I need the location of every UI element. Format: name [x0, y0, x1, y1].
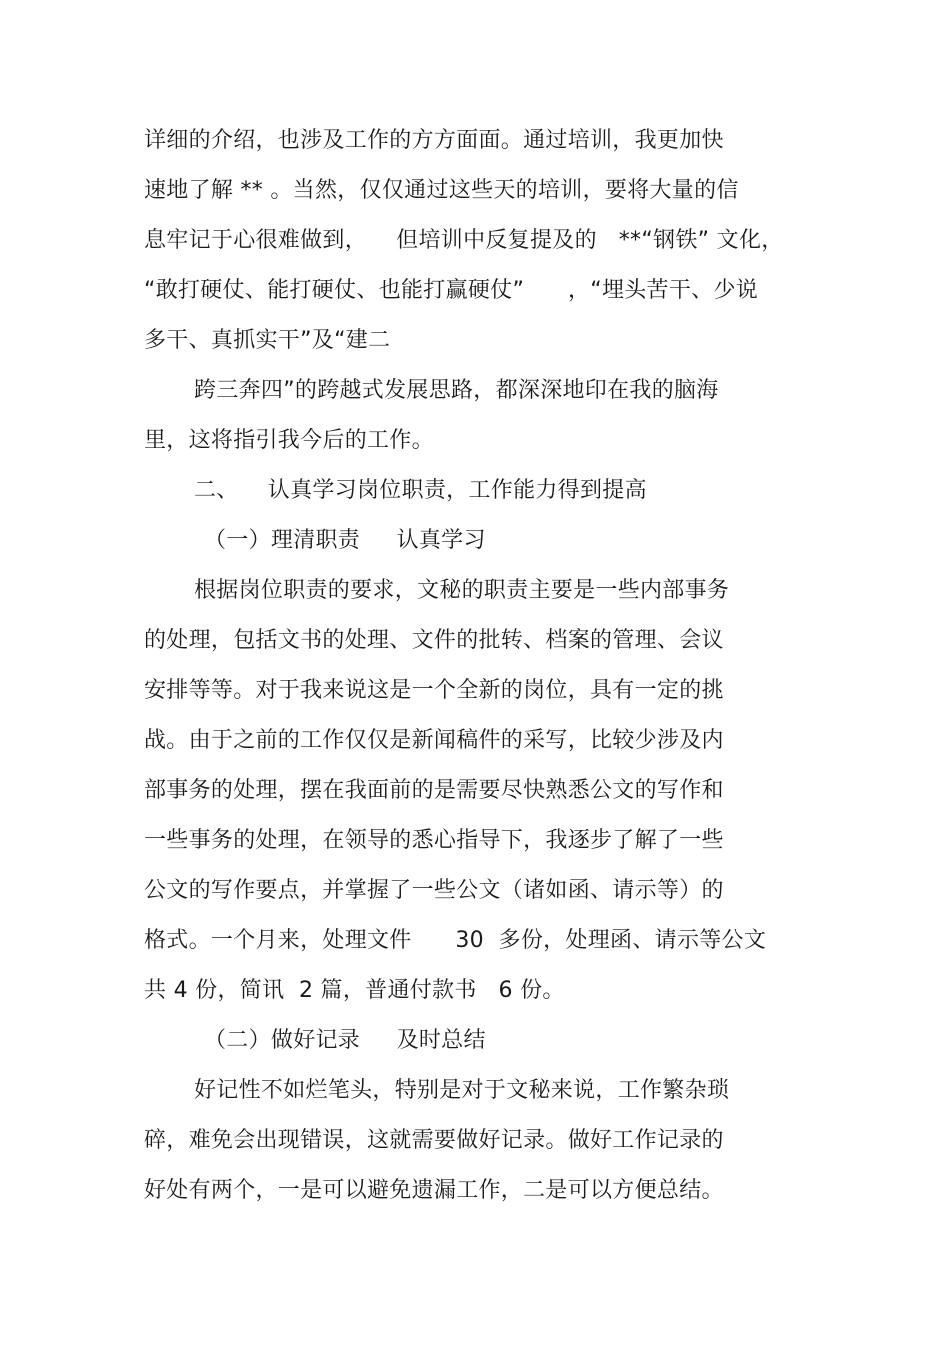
- paragraph-line: 的处理，包括文书的处理、文件的批转、档案的管理、会议: [144, 628, 724, 653]
- paragraph-line: “敢打硬仗、能打硬仗、也能打赢硬仗” ，“埋头苦干、少说: [144, 278, 759, 303]
- paragraph-line: 好记性不如烂笔头，特别是对于文秘来说，工作繁杂琐: [194, 1078, 730, 1103]
- paragraph-line: 碎，难免会出现错误，这就需要做好记录。做好工作记录的: [144, 1128, 724, 1153]
- paragraph-line: 根据岗位职责的要求，文秘的职责主要是一些内部事务: [194, 578, 730, 603]
- paragraph-line: 格式。一个月来，处理文件 30 多份，处理函、请示等公文: [144, 928, 767, 953]
- paragraph-line: 部事务的处理，摆在我面前的是需要尽快熟悉公文的写作和: [144, 778, 724, 803]
- paragraph-line: 好处有两个，一是可以避免遗漏工作，二是可以方便总结。: [144, 1178, 724, 1203]
- paragraph-line: 一些事务的处理，在领导的悉心指导下，我逐步了解了一些: [144, 828, 724, 853]
- paragraph-line: 里，这将指引我今后的工作。: [144, 428, 434, 453]
- paragraph-line: 公文的写作要点，并掌握了一些公文（诸如函、请示等）的: [144, 878, 724, 903]
- paragraph-line: 多干、真抓实干”及“建二: [144, 328, 391, 353]
- subsection-heading: （一）理清职责 认真学习: [204, 528, 486, 553]
- paragraph-line: 息牢记于心很难做到， 但培训中反复提及的 **“钢铁” 文化，: [144, 228, 784, 253]
- subsection-heading: （二）做好记录 及时总结: [204, 1028, 486, 1053]
- paragraph-line: 共 4 份，简讯 2 篇，普通付款书 6 份。: [144, 978, 565, 1003]
- paragraph-line: 详细的介绍，也涉及工作的方方面面。通过培训，我更加快: [144, 128, 724, 153]
- section-heading: 二、 认真学习岗位职责，工作能力得到提高: [194, 478, 647, 503]
- paragraph-line: 战。由于之前的工作仅仅是新闻稿件的采写，比较少涉及内: [144, 728, 724, 753]
- paragraph-line: 跨三奔四”的跨越式发展思路，都深深地印在我的脑海: [194, 378, 719, 403]
- paragraph-line: 安排等等。对于我来说这是一个全新的岗位，具有一定的挑: [144, 678, 724, 703]
- paragraph-line: 速地了解 ** 。当然，仅仅通过这些天的培训，要将大量的信: [144, 178, 739, 203]
